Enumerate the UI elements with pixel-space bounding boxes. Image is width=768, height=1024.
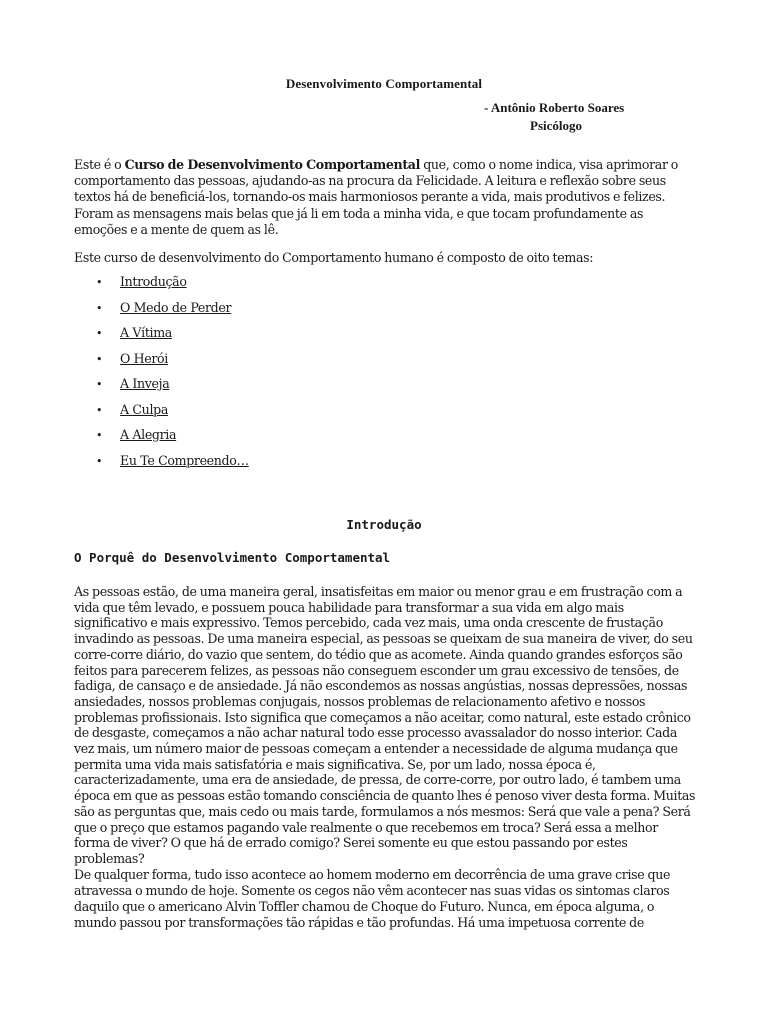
bullet-icon: •	[96, 327, 103, 340]
list-item	[96, 376, 169, 396]
topic-link-heroi[interactable]: O Herói	[120, 350, 168, 366]
list-item	[96, 402, 168, 422]
section-paragraph-2: De qualquer forma, tudo isso acontece ao homem moderno em decorrência de uma grave crise que atravessa o mundo de hoje. Somente os cegos não vêm acontecer nas suas vidas os sintomas claros daquilo que o americano Alvin Toffler chamou de Choque do Futuro. Nunca, em época alguma, o mundo passou por transformações tão rápidas e tão profundas. Há uma impetuosa corrente de	[74, 867, 671, 930]
section-subtitle: O Porquê do Desenvolvimento Comportamental	[74, 550, 391, 565]
list-item	[96, 325, 172, 345]
bullet-icon: •	[96, 378, 103, 391]
course-name: Curso de Desenvolvimento Comportamental	[124, 157, 421, 172]
bullet-icon: •	[96, 454, 103, 468]
intro-prefix: Este é o	[74, 157, 125, 172]
bullet-icon: •	[96, 276, 103, 289]
author-name: - Antônio Roberto Soares	[484, 100, 625, 115]
bullet-icon: •	[96, 429, 103, 442]
list-item	[96, 427, 176, 447]
section-title: Introdução	[346, 517, 422, 532]
topic-link-culpa[interactable]: A Culpa	[120, 401, 168, 417]
topic-link-medo-de-perder[interactable]: O Medo de Perder	[120, 299, 232, 315]
section-paragraph-1: As pessoas estão, de uma maneira geral, insatisfeitas em maior ou menor grau e em frustração com a vida que têm levado, e possuem pouca habilidade para transformar a sua vida em algo mais significativo e mais expressivo. Temos percebido, cada vez mais, uma onda crescente de frustação invadindo as pessoas. De uma maneira especial, as pessoas se queixam de sua maneira de viver, do seu corre-corre diário, do vazio que sentem, do tédio que as acomete. Ainda quando grandes esforços são feitos para parecerem felizes, as pessoas não conseguem esconder um grau excessivo de tensões, de fadiga, de cansaço e de ansiedade. Já não escondemos as nossas angústias, nossas depressões, nossas ansiedades, nossos problemas conjugais, nossos problemas de relacionamento afetivo e nossos problemas profissionais. Isto significa que começamos a não aceitar, como natural, este estado crônico de desgaste, começamos a não achar natural todo esse processo avassalador do nosso interior. Cada vez mais, um número maior de pessoas começam a entender a necessidade de alguma mudança que permita uma vida mais satisfatória e mais significativa. Se, por um lado, nossa época é, caracterizadamente, uma era de ansiedade, de pressa, de corre-corre, por outro lado, é tambem uma época em que as pessoas estão tomando consciência de quanto lhes é penoso viver desta forma. Muitas são as perguntas que, mais cedo ou mais tarde, formulamos a nós mesmos: Será que vale a pena? Será que o preço que estamos pagando vale realmente o que recebemos em troca? Será essa a melhor forma de viver? O que há de errado comigo? Serei somente eu que estou passando por estes problemas?	[74, 584, 696, 866]
list-item	[96, 300, 231, 320]
author-role: Psicólogo	[530, 118, 582, 133]
topic-link-inveja[interactable]: A Inveja	[120, 376, 170, 391]
bullet-icon: •	[96, 301, 103, 315]
bullet-icon: •	[96, 352, 103, 366]
intro-suffix: que, como o nome indica, visa aprimorar o comportamento das pessoas, ajudando-as na procura da Felicidade. A leitura e reflexão sobre seus textos há de beneficiá-los, tornando-os mais harmoniosos perante a vida, mais produtivos e felizes. Foram as mensagens mais belas que já li em toda a minha vida, e que tocam profundamente as emoções e a mente de quem as lê.	[74, 157, 679, 237]
list-item	[96, 274, 187, 294]
list-item	[96, 453, 249, 473]
topics-intro: Este curso de desenvolvimento do Comportamento humano é composto de oito temas:	[74, 250, 594, 265]
list-item	[96, 351, 168, 371]
topic-link-alegria[interactable]: A Alegria	[120, 427, 177, 442]
topic-link-vitima[interactable]: A Vítima	[120, 325, 172, 340]
bullet-icon: •	[96, 403, 103, 417]
topic-link-eu-te-compreendo[interactable]: Eu Te Compreendo…	[120, 452, 249, 468]
topic-link-introducao[interactable]: Introdução	[120, 274, 187, 289]
intro-paragraph	[74, 157, 696, 238]
document-title: Desenvolvimento Comportamental	[285, 76, 483, 91]
